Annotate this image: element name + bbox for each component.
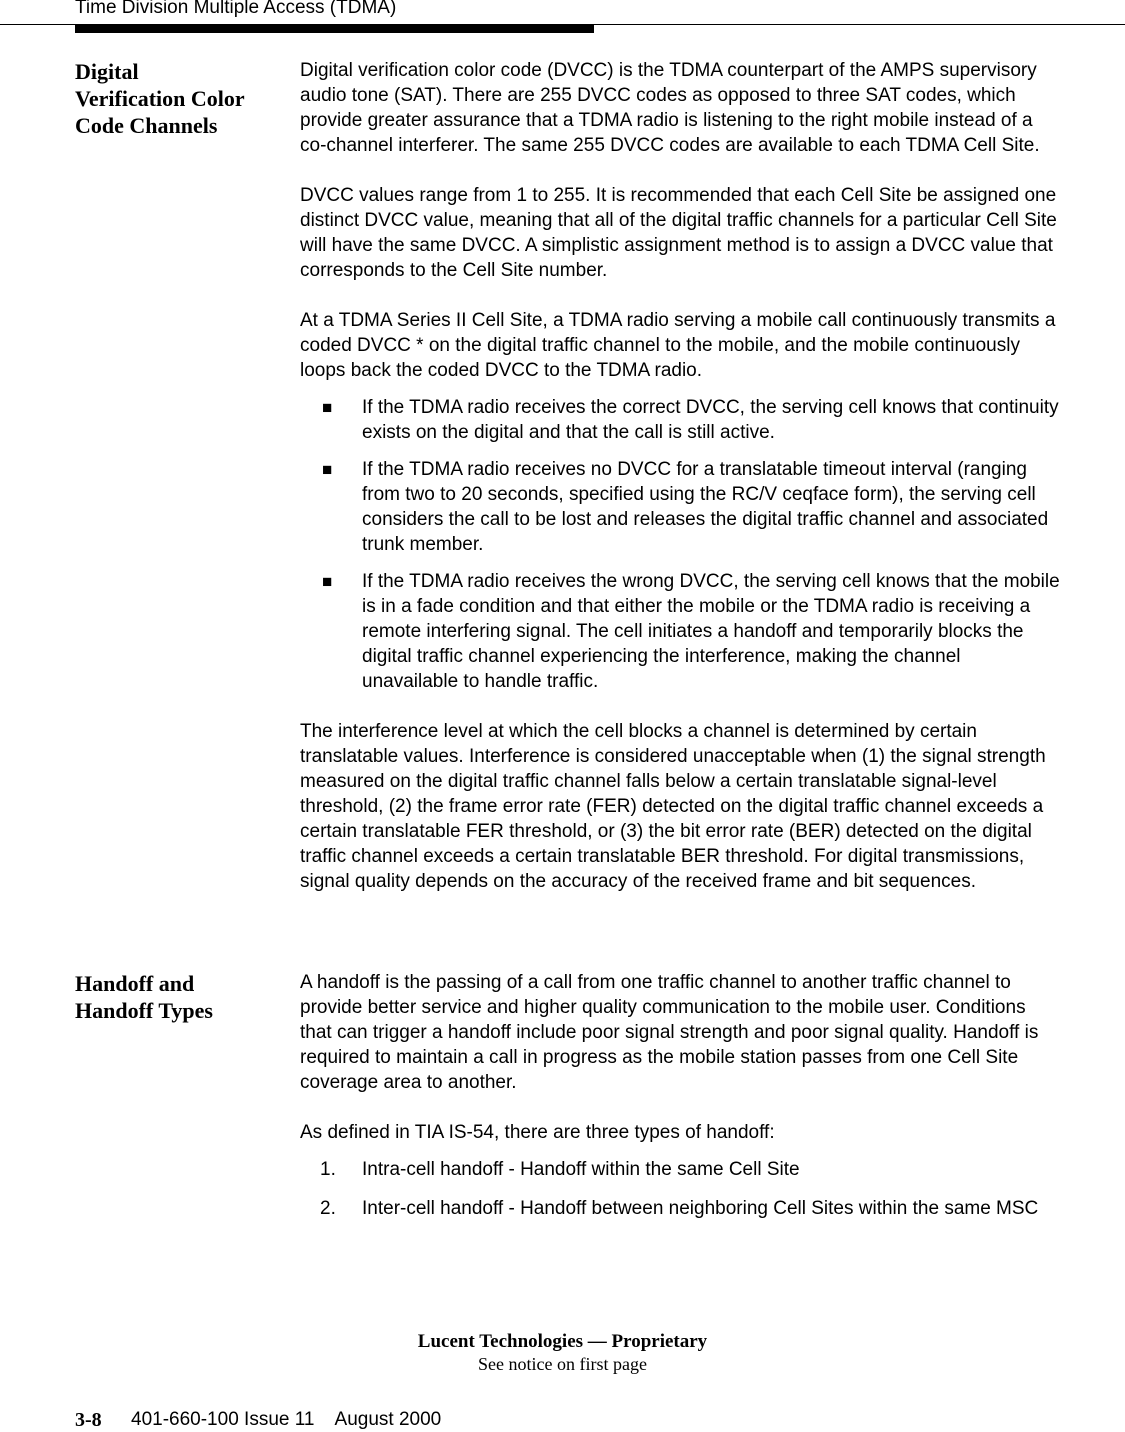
list-item — [300, 569, 1060, 694]
page-number: 3-8 — [75, 1409, 102, 1431]
square-bullet-icon: ■ — [322, 572, 333, 591]
list-item-number: 2. — [320, 1198, 336, 1219]
footer-notice: See notice on first page — [478, 1354, 647, 1374]
section-body-dvcc — [300, 58, 1060, 894]
section-body-handoff — [300, 970, 1060, 1235]
document-info: 401-660-100 Issue 11 August 2000 — [131, 1409, 442, 1430]
square-bullet-icon: ■ — [322, 398, 333, 417]
paragraph: Digital verification color code (DVCC) is the TDMA counterpart of the AMPS supervisory audio tone (SAT). There are 255 DVCC codes as opposed to three SAT codes, which provide greater assurance that a TDMA radio is listening to the right mobile instead of a co-channel interferer. The same 255 DVCC codes are available to each TDMA Cell Site. — [300, 60, 1040, 156]
paragraph: DVCC values range from 1 to 255. It is recommended that each Cell Site be assigned one distinct DVCC value, meaning that all of the digital traffic channels for a particular Cell Site will have the same DVCC. A simplistic assignment method is to assign a DVCC value that corresponds to the Cell Site number. — [300, 185, 1057, 281]
paragraph: A handoff is the passing of a call from one traffic channel to another traffic channel to provide better service and higher quality communication to the mobile user. Conditions that can trigger a handoff include poor signal strength and poor signal quality. Handoff is required to maintain a call in progress as the mobile station passes from one Cell Site coverage area to another. — [300, 972, 1039, 1093]
footer-company: Lucent Technologies — Proprietary — [417, 1331, 708, 1352]
header-rule-bar — [75, 25, 594, 33]
section-heading-handoff: Handoff and Handoff Types — [75, 971, 213, 1023]
paragraph: At a TDMA Series II Cell Site, a TDMA radio serving a mobile call continuously transmits a coded DVCC * on the digital traffic channel to the mobile, and the mobile continuously loops back the coded DVCC to the TDMA radio. — [300, 310, 1056, 381]
list-item-text: If the TDMA radio receives no DVCC for a translatable timeout interval (ranging from two to 20 seconds, specified using the RC/V ceqface form), the serving cell considers the call to be lost and releases the digital traffic channel and associated trunk member. — [362, 459, 1049, 555]
list-item-text: If the TDMA radio receives the wrong DVCC, the serving cell knows that the mobile is in a fade condition and that either the mobile or the TDMA radio is receiving a remote interfering signal. The cell initiates a handoff and temporarily blocks the digital traffic channel experiencing the interference, making the channel unavailable to handle traffic. — [362, 571, 1060, 692]
list-item-number: 1. — [320, 1159, 336, 1180]
running-header-title: Time Division Multiple Access (TDMA) — [75, 0, 397, 18]
list-item — [300, 1157, 1060, 1182]
list-item — [300, 1196, 1060, 1221]
square-bullet-icon: ■ — [322, 460, 333, 479]
bullet-list — [300, 395, 1060, 694]
numbered-list — [300, 1157, 1060, 1221]
paragraph: As defined in TIA IS-54, there are three types of handoff: — [300, 1122, 775, 1143]
list-item-text: Inter-cell handoff - Handoff between neighboring Cell Sites within the same MSC — [362, 1198, 1039, 1219]
section-heading-dvcc: Digital Verification Color Code Channels — [75, 59, 245, 138]
list-item — [300, 457, 1060, 557]
list-item-text: Intra-cell handoff - Handoff within the same Cell Site — [362, 1159, 800, 1180]
paragraph: The interference level at which the cell blocks a channel is determined by certain translatable values. Interference is considered unacceptable when (1) the signal strength measured on the digital traffic channel falls below a certain translatable signal-level threshold, (2) the frame error rate (FER) detected on the digital traffic channel exceeds a certain translatable FER threshold, or (3) the bit error rate (BER) detected on the digital traffic channel exceeds a certain translatable BER threshold. For digital transmissions, signal quality depends on the accuracy of the received frame and bit sequences. — [300, 721, 1046, 892]
list-item-text: If the TDMA radio receives the correct DVCC, the serving cell knows that continuity exists on the digital and that the call is still active. — [362, 397, 1059, 443]
list-item — [300, 395, 1060, 445]
